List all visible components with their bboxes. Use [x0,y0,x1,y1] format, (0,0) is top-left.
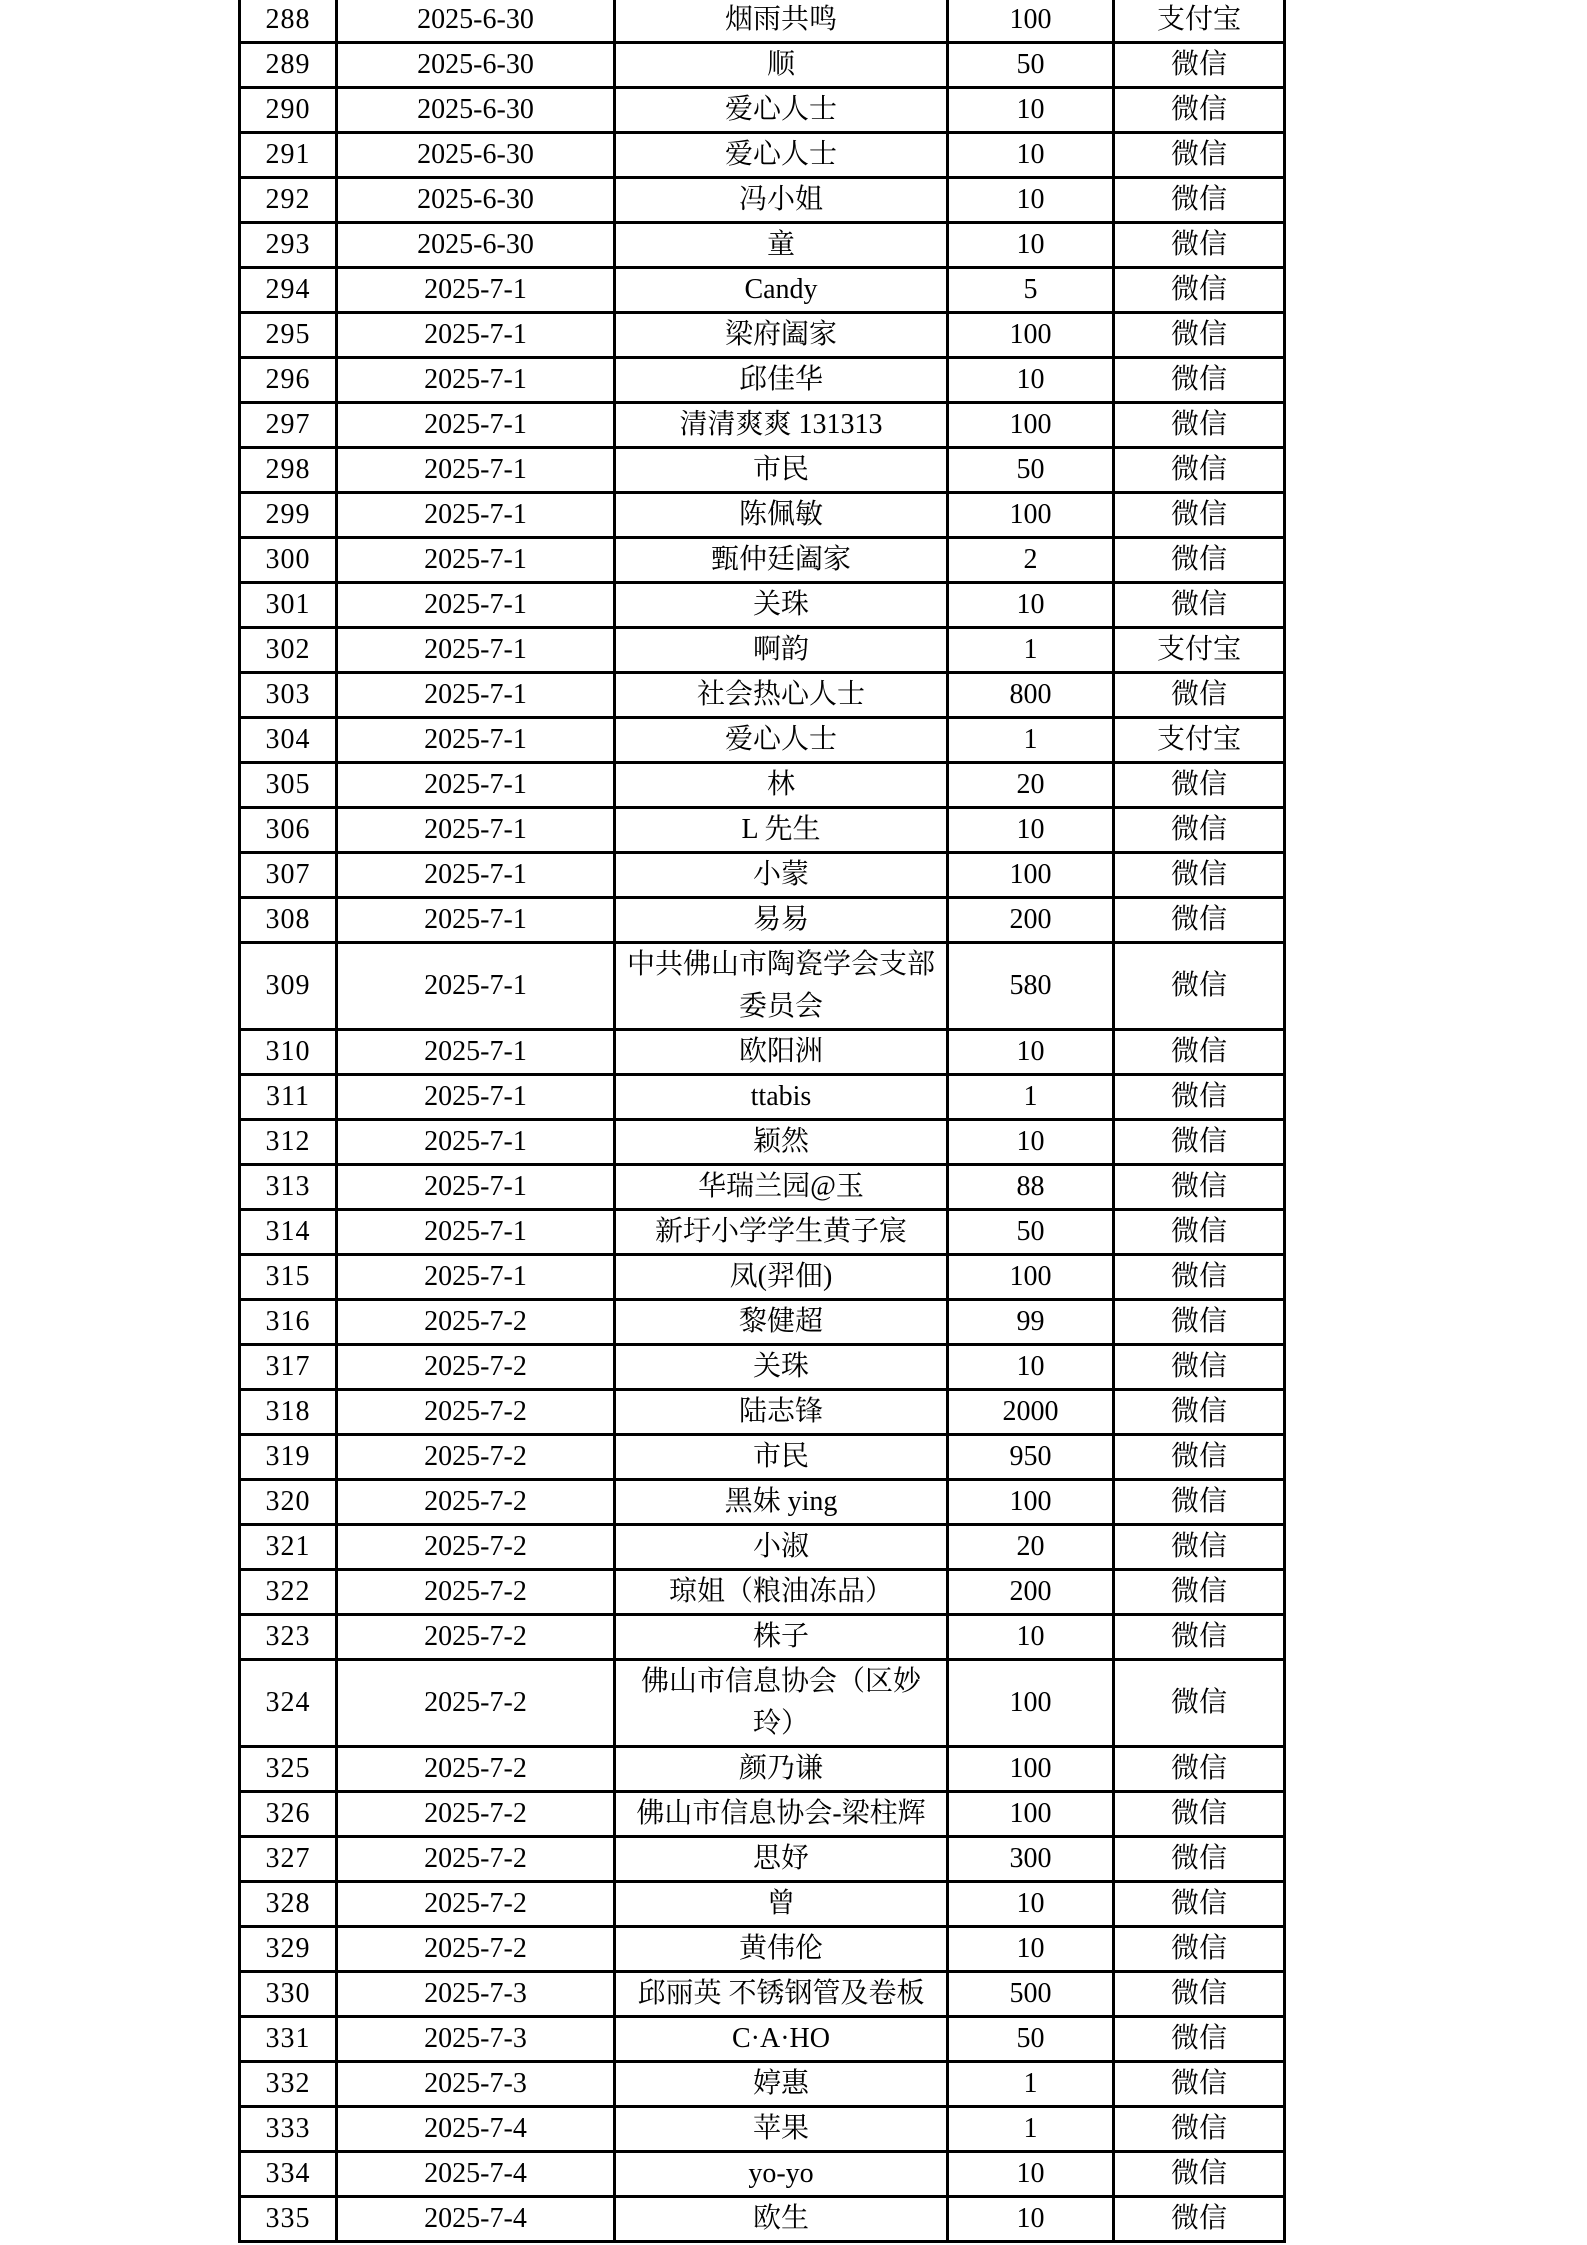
cell-donor-name: Candy [615,268,948,313]
cell-date: 2025-7-2 [337,1300,615,1345]
cell-payment-method: 微信 [1114,1300,1285,1345]
cell-amount: 10 [948,1615,1114,1660]
cell-record-number: 335 [240,2197,337,2242]
cell-payment-method: 微信 [1114,268,1285,313]
cell-donor-name: 凤(羿佃) [615,1255,948,1300]
donation-row [240,133,1285,178]
cell-amount: 100 [948,313,1114,358]
cell-record-number: 324 [240,1660,337,1747]
cell-record-number: 302 [240,628,337,673]
cell-date: 2025-7-2 [337,1927,615,1972]
cell-date: 2025-7-2 [337,1525,615,1570]
cell-record-number: 296 [240,358,337,403]
cell-date: 2025-7-2 [337,1837,615,1882]
cell-date: 2025-7-1 [337,943,615,1030]
cell-record-number: 298 [240,448,337,493]
cell-date: 2025-7-1 [337,403,615,448]
cell-donor-name: 欧阳洲 [615,1030,948,1075]
cell-record-number: 291 [240,133,337,178]
cell-donor-name: 关珠 [615,1345,948,1390]
cell-record-number: 288 [240,0,337,43]
donation-row [240,808,1285,853]
cell-record-number: 292 [240,178,337,223]
cell-donor-name: 株子 [615,1615,948,1660]
cell-date: 2025-6-30 [337,0,615,43]
cell-donor-name: 顺 [615,43,948,88]
cell-record-number: 317 [240,1345,337,1390]
cell-donor-name: 黄伟伦 [615,1927,948,1972]
cell-date: 2025-6-30 [337,133,615,178]
cell-date: 2025-7-2 [337,1570,615,1615]
cell-record-number: 334 [240,2152,337,2197]
cell-amount: 10 [948,1120,1114,1165]
cell-donor-name: 清清爽爽 131313 [615,403,948,448]
cell-date: 2025-7-1 [337,1030,615,1075]
donation-row [240,1075,1285,1120]
cell-date: 2025-7-3 [337,1972,615,2017]
cell-date: 2025-7-1 [337,448,615,493]
donation-row [240,1210,1285,1255]
cell-date: 2025-7-1 [337,898,615,943]
cell-date: 2025-6-30 [337,88,615,133]
cell-donor-name: 市民 [615,448,948,493]
cell-amount: 500 [948,1972,1114,2017]
donation-row [240,1792,1285,1837]
cell-donor-name: 关珠 [615,583,948,628]
donation-row [240,1030,1285,1075]
cell-date: 2025-7-1 [337,358,615,403]
cell-amount: 100 [948,1480,1114,1525]
cell-donor-name: 陈佩敏 [615,493,948,538]
cell-donor-name: 爱心人士 [615,718,948,763]
cell-payment-method: 微信 [1114,1660,1285,1747]
cell-donor-name: 爱心人士 [615,88,948,133]
cell-record-number: 316 [240,1300,337,1345]
donation-row [240,403,1285,448]
cell-date: 2025-7-2 [337,1660,615,1747]
cell-payment-method: 支付宝 [1114,0,1285,43]
cell-record-number: 299 [240,493,337,538]
cell-record-number: 289 [240,43,337,88]
cell-donor-name: 小蒙 [615,853,948,898]
cell-date: 2025-7-2 [337,1480,615,1525]
cell-payment-method: 微信 [1114,1570,1285,1615]
donation-row [240,538,1285,583]
cell-donor-name: L 先生 [615,808,948,853]
cell-date: 2025-6-30 [337,178,615,223]
cell-payment-method: 微信 [1114,1255,1285,1300]
donation-row [240,2152,1285,2197]
cell-payment-method: 微信 [1114,88,1285,133]
cell-record-number: 330 [240,1972,337,2017]
cell-record-number: 320 [240,1480,337,1525]
cell-amount: 1 [948,628,1114,673]
cell-payment-method: 微信 [1114,538,1285,583]
cell-donor-name: 易易 [615,898,948,943]
cell-donor-name: 黎健超 [615,1300,948,1345]
cell-amount: 50 [948,2017,1114,2062]
cell-donor-name: 啊韵 [615,628,948,673]
cell-amount: 50 [948,448,1114,493]
donation-row [240,1927,1285,1972]
cell-date: 2025-7-4 [337,2152,615,2197]
cell-date: 2025-7-2 [337,1792,615,1837]
cell-record-number: 314 [240,1210,337,1255]
donation-row [240,268,1285,313]
cell-record-number: 328 [240,1882,337,1927]
cell-payment-method: 微信 [1114,583,1285,628]
donation-row [240,493,1285,538]
cell-record-number: 295 [240,313,337,358]
cell-payment-method: 微信 [1114,1120,1285,1165]
cell-amount: 88 [948,1165,1114,1210]
cell-record-number: 290 [240,88,337,133]
cell-payment-method: 微信 [1114,448,1285,493]
cell-payment-method: 微信 [1114,493,1285,538]
cell-donor-name: 爱心人士 [615,133,948,178]
cell-record-number: 321 [240,1525,337,1570]
donation-row [240,1570,1285,1615]
cell-record-number: 315 [240,1255,337,1300]
cell-amount: 10 [948,133,1114,178]
donation-row [240,1390,1285,1435]
cell-record-number: 301 [240,583,337,628]
cell-donor-name: 苹果 [615,2107,948,2152]
cell-record-number: 329 [240,1927,337,1972]
cell-date: 2025-7-2 [337,1615,615,1660]
cell-donor-name: 琼姐（粮油冻品） [615,1570,948,1615]
cell-payment-method: 微信 [1114,1210,1285,1255]
cell-amount: 1 [948,718,1114,763]
cell-record-number: 333 [240,2107,337,2152]
cell-donor-name: 邱丽英 不锈钢管及卷板 [615,1972,948,2017]
cell-donor-name: 甄仲廷阖家 [615,538,948,583]
cell-record-number: 313 [240,1165,337,1210]
donation-row [240,1525,1285,1570]
cell-record-number: 327 [240,1837,337,1882]
cell-amount: 10 [948,88,1114,133]
cell-date: 2025-7-2 [337,1345,615,1390]
cell-amount: 10 [948,808,1114,853]
cell-payment-method: 微信 [1114,673,1285,718]
cell-donor-name: 颜乃谦 [615,1747,948,1792]
cell-record-number: 306 [240,808,337,853]
cell-donor-name: 颖然 [615,1120,948,1165]
cell-donor-name: 佛山市信息协会（区妙玲） [615,1660,948,1747]
cell-payment-method: 微信 [1114,178,1285,223]
cell-record-number: 323 [240,1615,337,1660]
cell-amount: 100 [948,1747,1114,1792]
donation-row [240,943,1285,1030]
cell-donor-name: 林 [615,763,948,808]
cell-donor-name: 新圩小学学生黄子宸 [615,1210,948,1255]
donation-row [240,1120,1285,1165]
cell-amount: 99 [948,1300,1114,1345]
cell-payment-method: 微信 [1114,1747,1285,1792]
cell-payment-method: 微信 [1114,898,1285,943]
donation-row [240,628,1285,673]
cell-payment-method: 微信 [1114,1525,1285,1570]
cell-payment-method: 支付宝 [1114,628,1285,673]
cell-date: 2025-7-1 [337,808,615,853]
cell-payment-method: 微信 [1114,358,1285,403]
cell-date: 2025-7-2 [337,1882,615,1927]
cell-record-number: 304 [240,718,337,763]
cell-record-number: 319 [240,1435,337,1480]
cell-amount: 100 [948,493,1114,538]
cell-payment-method: 微信 [1114,2062,1285,2107]
cell-payment-method: 微信 [1114,1165,1285,1210]
cell-payment-method: 微信 [1114,1882,1285,1927]
cell-date: 2025-7-1 [337,718,615,763]
cell-amount: 10 [948,1345,1114,1390]
cell-amount: 10 [948,1927,1114,1972]
cell-amount: 10 [948,223,1114,268]
cell-record-number: 322 [240,1570,337,1615]
donation-row [240,1747,1285,1792]
cell-donor-name: 黑妹 ying [615,1480,948,1525]
cell-amount: 10 [948,583,1114,628]
cell-donor-name: C·A·HO [615,2017,948,2062]
donation-row [240,313,1285,358]
cell-record-number: 293 [240,223,337,268]
donation-row [240,223,1285,268]
cell-record-number: 325 [240,1747,337,1792]
cell-donor-name: 佛山市信息协会-梁柱辉 [615,1792,948,1837]
cell-amount: 950 [948,1435,1114,1480]
cell-amount: 2000 [948,1390,1114,1435]
cell-amount: 300 [948,1837,1114,1882]
cell-record-number: 308 [240,898,337,943]
cell-date: 2025-7-4 [337,2197,615,2242]
donation-row [240,1345,1285,1390]
donation-row [240,898,1285,943]
cell-payment-method: 微信 [1114,763,1285,808]
cell-date: 2025-7-1 [337,583,615,628]
cell-date: 2025-7-3 [337,2062,615,2107]
donation-row [240,763,1285,808]
cell-date: 2025-7-1 [337,1165,615,1210]
cell-date: 2025-7-4 [337,2107,615,2152]
cell-payment-method: 微信 [1114,313,1285,358]
cell-donor-name: 冯小姐 [615,178,948,223]
cell-donor-name: 思妤 [615,1837,948,1882]
cell-date: 2025-7-1 [337,268,615,313]
cell-record-number: 312 [240,1120,337,1165]
donation-row [240,2062,1285,2107]
cell-amount: 1 [948,1075,1114,1120]
donation-row [240,718,1285,763]
cell-amount: 200 [948,898,1114,943]
cell-date: 2025-7-3 [337,2017,615,2062]
cell-donor-name: yo-yo [615,2152,948,2197]
cell-payment-method: 微信 [1114,1615,1285,1660]
donation-row [240,2017,1285,2062]
cell-amount: 100 [948,1792,1114,1837]
cell-amount: 1 [948,2062,1114,2107]
cell-date: 2025-7-1 [337,538,615,583]
cell-amount: 10 [948,1882,1114,1927]
cell-date: 2025-7-1 [337,1120,615,1165]
donation-row [240,1660,1285,1747]
cell-date: 2025-7-1 [337,1255,615,1300]
cell-date: 2025-7-1 [337,1075,615,1120]
donation-row [240,1972,1285,2017]
cell-amount: 100 [948,1255,1114,1300]
cell-record-number: 318 [240,1390,337,1435]
cell-record-number: 297 [240,403,337,448]
cell-donor-name: 梁府阖家 [615,313,948,358]
cell-date: 2025-7-1 [337,313,615,358]
cell-donor-name: 社会热心人士 [615,673,948,718]
cell-date: 2025-6-30 [337,43,615,88]
cell-payment-method: 微信 [1114,2017,1285,2062]
donation-row [240,1837,1285,1882]
donation-row [240,1255,1285,1300]
cell-payment-method: 微信 [1114,1435,1285,1480]
cell-amount: 10 [948,1030,1114,1075]
donation-row [240,583,1285,628]
cell-amount: 20 [948,763,1114,808]
cell-record-number: 326 [240,1792,337,1837]
donation-row [240,43,1285,88]
cell-payment-method: 微信 [1114,2152,1285,2197]
cell-date: 2025-7-1 [337,493,615,538]
donation-row [240,853,1285,898]
cell-date: 2025-7-2 [337,1747,615,1792]
cell-amount: 100 [948,0,1114,43]
cell-payment-method: 微信 [1114,1030,1285,1075]
cell-payment-method: 微信 [1114,2197,1285,2242]
donation-row [240,1615,1285,1660]
cell-record-number: 310 [240,1030,337,1075]
cell-record-number: 300 [240,538,337,583]
cell-donor-name: 童 [615,223,948,268]
cell-payment-method: 支付宝 [1114,718,1285,763]
cell-amount: 2 [948,538,1114,583]
cell-amount: 100 [948,1660,1114,1747]
cell-date: 2025-7-1 [337,853,615,898]
cell-payment-method: 微信 [1114,808,1285,853]
cell-amount: 50 [948,43,1114,88]
cell-date: 2025-7-1 [337,763,615,808]
donation-row [240,2197,1285,2242]
cell-donor-name: 邱佳华 [615,358,948,403]
cell-donor-name: 华瑞兰园@玉 [615,1165,948,1210]
cell-payment-method: 微信 [1114,853,1285,898]
cell-record-number: 331 [240,2017,337,2062]
cell-date: 2025-7-2 [337,1390,615,1435]
cell-payment-method: 微信 [1114,1972,1285,2017]
donation-row [240,0,1285,43]
donation-row [240,178,1285,223]
cell-payment-method: 微信 [1114,1927,1285,1972]
cell-amount: 200 [948,1570,1114,1615]
cell-amount: 10 [948,178,1114,223]
cell-payment-method: 微信 [1114,943,1285,1030]
cell-donor-name: ttabis [615,1075,948,1120]
cell-payment-method: 微信 [1114,403,1285,448]
cell-payment-method: 微信 [1114,1390,1285,1435]
cell-donor-name: 中共佛山市陶瓷学会支部委员会 [615,943,948,1030]
donation-row [240,448,1285,493]
cell-amount: 10 [948,2152,1114,2197]
cell-payment-method: 微信 [1114,2107,1285,2152]
cell-amount: 100 [948,853,1114,898]
cell-amount: 50 [948,1210,1114,1255]
cell-amount: 5 [948,268,1114,313]
cell-donor-name: 烟雨共鸣 [615,0,948,43]
cell-donor-name: 市民 [615,1435,948,1480]
cell-payment-method: 微信 [1114,223,1285,268]
cell-date: 2025-7-1 [337,1210,615,1255]
cell-date: 2025-6-30 [337,223,615,268]
cell-amount: 800 [948,673,1114,718]
donation-table [238,0,1286,2243]
donation-row [240,358,1285,403]
cell-record-number: 311 [240,1075,337,1120]
cell-payment-method: 微信 [1114,1837,1285,1882]
cell-payment-method: 微信 [1114,1480,1285,1525]
cell-record-number: 309 [240,943,337,1030]
donation-row [240,1300,1285,1345]
cell-amount: 20 [948,1525,1114,1570]
cell-donor-name: 曾 [615,1882,948,1927]
cell-amount: 10 [948,2197,1114,2242]
cell-amount: 1 [948,2107,1114,2152]
cell-record-number: 294 [240,268,337,313]
cell-amount: 580 [948,943,1114,1030]
donation-row [240,88,1285,133]
cell-payment-method: 微信 [1114,1345,1285,1390]
donation-row [240,1882,1285,1927]
cell-donor-name: 婷惠 [615,2062,948,2107]
cell-payment-method: 微信 [1114,43,1285,88]
cell-date: 2025-7-1 [337,673,615,718]
donation-row [240,1165,1285,1210]
donation-row [240,1435,1285,1480]
cell-donor-name: 小淑 [615,1525,948,1570]
cell-record-number: 305 [240,763,337,808]
cell-donor-name: 欧生 [615,2197,948,2242]
cell-record-number: 303 [240,673,337,718]
donation-row [240,1480,1285,1525]
cell-amount: 10 [948,358,1114,403]
cell-payment-method: 微信 [1114,1792,1285,1837]
cell-date: 2025-7-2 [337,1435,615,1480]
cell-payment-method: 微信 [1114,1075,1285,1120]
cell-payment-method: 微信 [1114,133,1285,178]
cell-record-number: 307 [240,853,337,898]
donation-row [240,2107,1285,2152]
cell-date: 2025-7-1 [337,628,615,673]
cell-record-number: 332 [240,2062,337,2107]
cell-donor-name: 陆志锋 [615,1390,948,1435]
donation-row [240,673,1285,718]
cell-amount: 100 [948,403,1114,448]
